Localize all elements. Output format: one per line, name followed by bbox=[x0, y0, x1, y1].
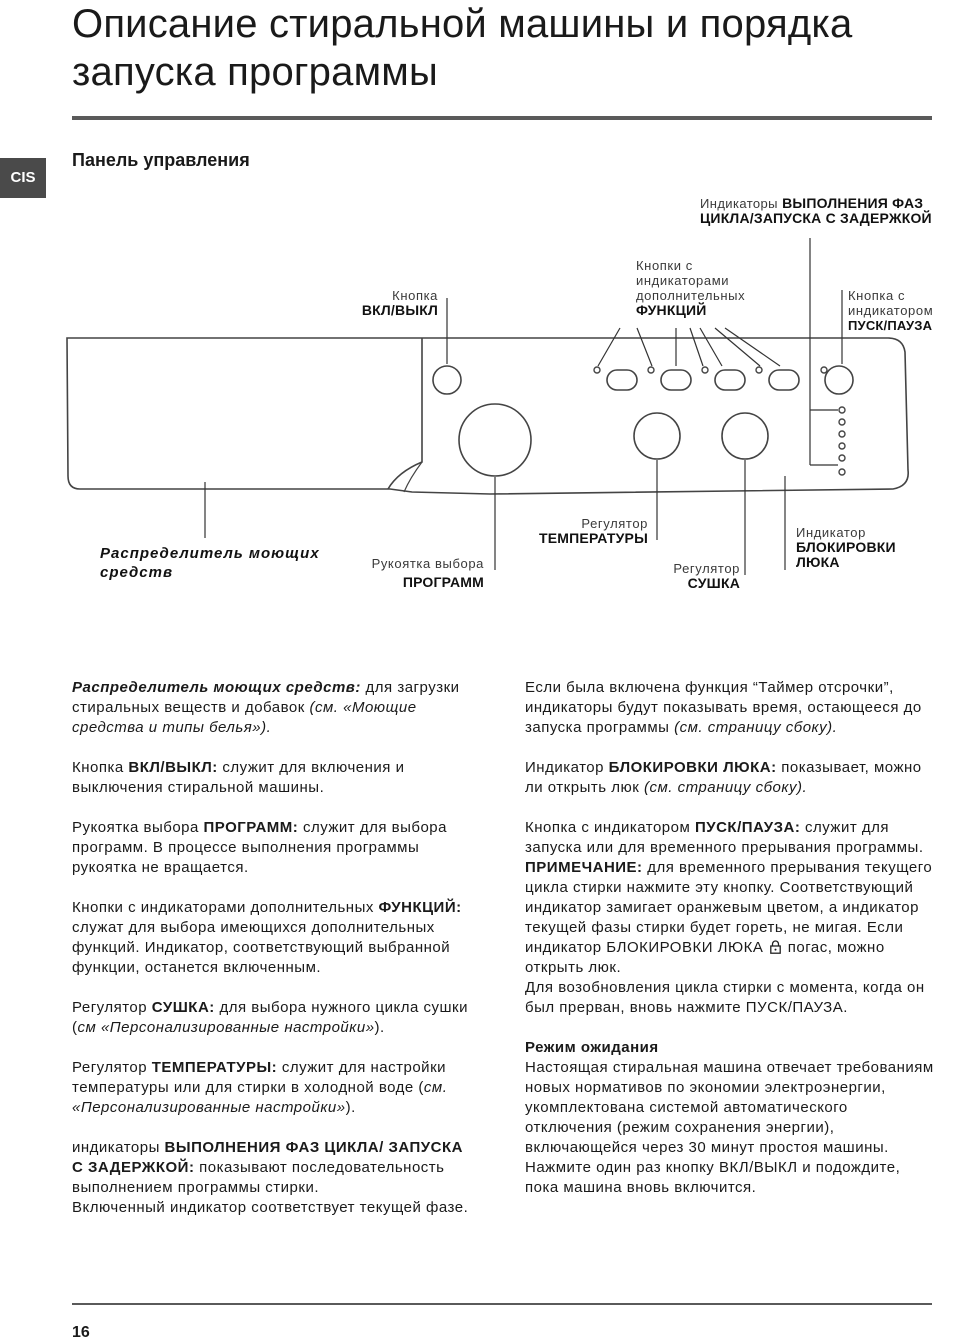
power-button-shape bbox=[433, 366, 461, 394]
language-tab: CIS bbox=[0, 158, 46, 198]
lock-led bbox=[839, 469, 845, 475]
paragraph-functions: Кнопки с индикаторами дополнительных ФУНКЦИЙ: служат для выбора имеющихся дополнительных функций. Индикатор, соответствующий выбранной функции, останется включенным. bbox=[72, 899, 462, 976]
lock-icon bbox=[770, 940, 781, 954]
label-dispenser: Распределитель моющих средств bbox=[100, 545, 320, 581]
paragraph-phase-indicators: индикаторы ВЫПОЛНЕНИЯ ФАЗ ЦИКЛА/ ЗАПУСКА С ЗАДЕРЖКОЙ: показывают последовательность выполнением программы стирки. Включенный индикатор соответствует текущей фазе. bbox=[72, 1139, 469, 1216]
page-title: Описание стиральной машины и порядка запуска программы bbox=[72, 2, 853, 94]
paragraph-timer: Если была включена функция “Таймер отсрочки”, индикаторы будут показывать время, остающееся до запуска программы (см. страницу сбоку). bbox=[525, 679, 922, 736]
panel-outline bbox=[67, 338, 908, 494]
label-phase-indicators: Индикаторы ВЫПОЛНЕНИЯ ФАЗ ЦИКЛА/ЗАПУСКА С ЗАДЕРЖКОЙ bbox=[700, 195, 932, 226]
label-dry-knob: Регулятор СУШКА bbox=[673, 561, 740, 591]
paragraph-power: Кнопка ВКЛ/ВЫКЛ: служит для включения и выключения стиральной машины. bbox=[72, 759, 405, 796]
section-title: Панель управления bbox=[72, 150, 250, 170]
label-temperature-knob: Регулятор ТЕМПЕРАТУРЫ bbox=[539, 516, 648, 546]
phase-led bbox=[839, 431, 845, 437]
title-divider bbox=[72, 116, 932, 120]
page-number: 16 bbox=[72, 1324, 90, 1341]
function-button-shape bbox=[715, 370, 745, 390]
paragraph-program: Рукоятка выбора ПРОГРАММ: служит для выбора программ. В процессе выполнения программы рукоятка не вращается. bbox=[72, 819, 447, 876]
label-start-pause: Кнопка с индикатором ПУСК/ПАУЗА bbox=[848, 288, 934, 333]
function-led bbox=[756, 367, 762, 373]
paragraph-standby: Настоящая стиральная машина отвечает требованиям новых нормативов по экономии электроэнергии, укомплектована системой автоматического отключения (режим сохранения энергии), включающейся через 30 минут простоя машины. Нажмите один раз кнопку ВКЛ/ВЫКЛ и подождите, пока машина вновь включится. bbox=[525, 1059, 934, 1196]
start-pause-button-shape bbox=[825, 366, 853, 394]
start-pause-led bbox=[821, 367, 827, 373]
dry-knob-shape bbox=[722, 413, 768, 459]
function-led bbox=[702, 367, 708, 373]
paragraph-dry: Регулятор СУШКА: для выбора нужного цикла сушки (см «Персонализированные настройки»). bbox=[72, 999, 468, 1036]
dispenser-edge bbox=[388, 338, 422, 489]
paragraph-dispenser: Распределитель моющих средств: для загрузки стиральных веществ и добавок (см. «Моющие средства и типы белья»). bbox=[72, 679, 460, 736]
function-button-shape bbox=[661, 370, 691, 390]
paragraph-temperature: Регулятор ТЕМПЕРАТУРЫ: служит для настройки температуры или для стирки в холодной воде (см. «Персонализированные настройки»). bbox=[72, 1059, 448, 1116]
function-led bbox=[594, 367, 600, 373]
phase-led bbox=[839, 407, 845, 413]
label-door-lock: Индикатор БЛОКИРОВКИ ЛЮКА bbox=[796, 525, 896, 570]
label-program-knob: Рукоятка выбора ПРОГРАММ bbox=[371, 556, 484, 590]
function-led bbox=[648, 367, 654, 373]
phase-led bbox=[839, 455, 845, 461]
phase-led bbox=[839, 419, 845, 425]
paragraph-start-pause: Кнопка с индикатором ПУСК/ПАУЗА: служит для запуска или для временного прерывания программы. ПРИМЕЧАНИЕ: для временного прерывания текущего цикла стирки нажмите эту кнопку. Соответствующий индикатор замигает оранжевым цветом, а индикатор текущей фазы стирки будет гореть, не мигая. Если индикатор БЛОКИРОВКИ ЛЮКА погас, можно открыть люк. Для возобновления цикла стирки с момента, когда он был прерван, вновь нажмите ПУСК/ПАУЗА. bbox=[525, 819, 933, 1016]
phase-led bbox=[839, 443, 845, 449]
description-left-column bbox=[72, 678, 472, 1218]
footer-divider bbox=[72, 1303, 932, 1305]
function-button-shape bbox=[769, 370, 799, 390]
function-button-shape bbox=[607, 370, 637, 390]
temperature-knob-shape bbox=[634, 413, 680, 459]
description-right-column bbox=[525, 678, 935, 1198]
standby-title: Режим ожидания bbox=[525, 1039, 659, 1056]
program-knob-shape bbox=[459, 404, 531, 476]
label-function-buttons: Кнопки с индикаторами дополнительных ФУНКЦИЙ bbox=[636, 258, 746, 318]
paragraph-door-lock: Индикатор БЛОКИРОВКИ ЛЮКА: показывает, можно ли открыть люк (см. страницу сбоку). bbox=[525, 759, 922, 796]
label-power-button: Кнопка ВКЛ/ВЫКЛ bbox=[361, 288, 438, 318]
